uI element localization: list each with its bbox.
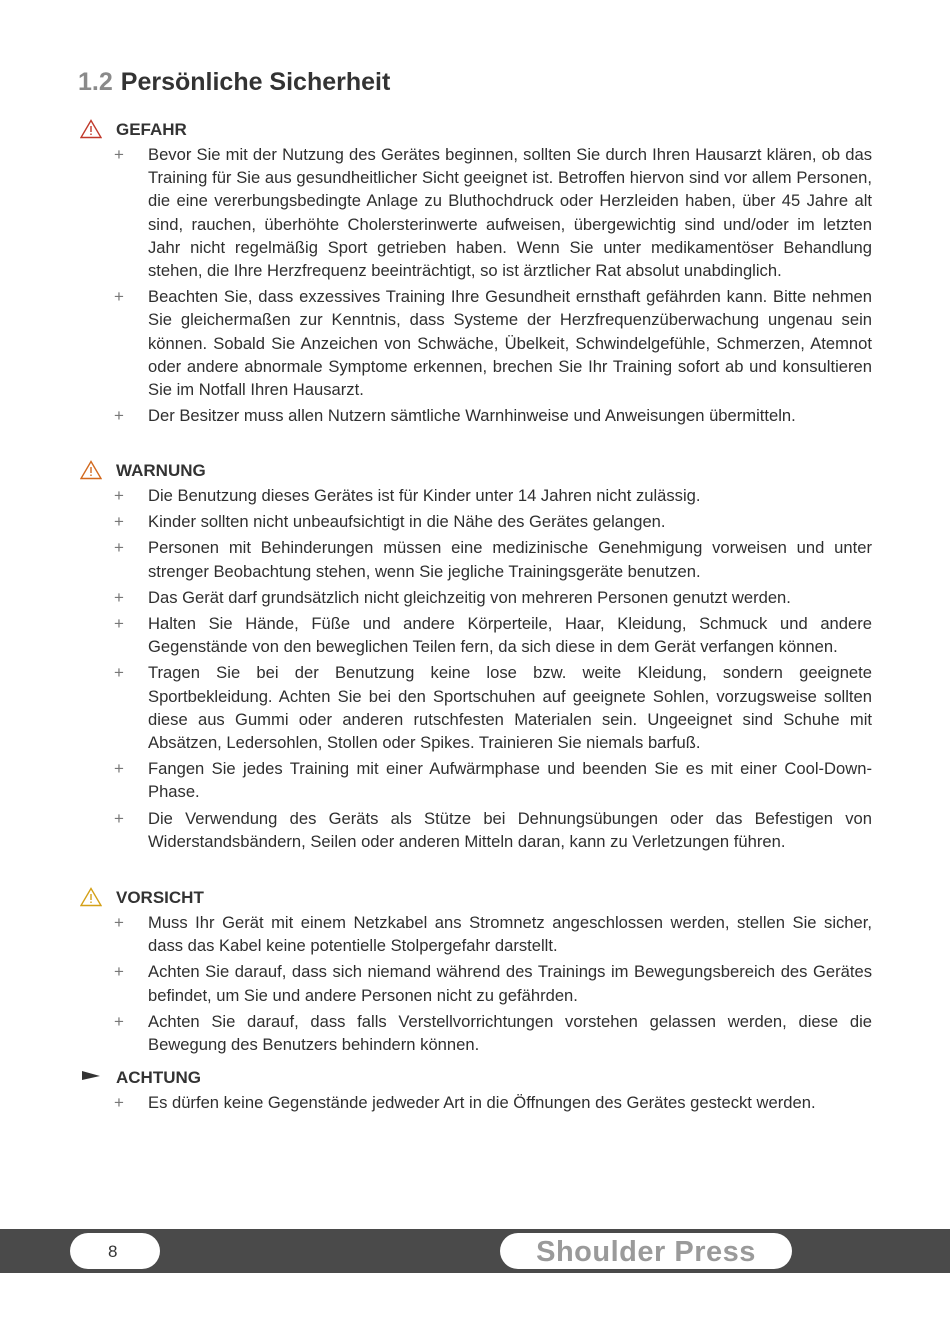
list-item: + Es dürfen keine Gegenstände jedweder Art in die Öffnungen des Gerätes gesteckt werden. — [0, 1091, 872, 1114]
list-item: + Die Verwendung des Geräts als Stütze bei Dehnungsübungen oder das Befestigen von Widerstandsbändern, Seilen oder anderen Mitteln daran, kann zu Verletzungen führen. — [114, 808, 872, 851]
list-item: + Halten Sie Hände, Füße und andere Körperteile, Haar, Kleidung, Schmuck und andere Gegenstände von den beweglichen Teilen fern, da sich diese in dem Gerät verfangen können. — [114, 614, 872, 657]
caution-triangle-icon — [80, 887, 102, 907]
bullet-plus: + — [114, 808, 124, 828]
section-achtung — [0, 1067, 950, 1117]
bullet-plus: + — [114, 962, 124, 982]
product-name: Shoulder Press — [536, 1236, 756, 1268]
page-number: 8 — [108, 1242, 118, 1261]
section-vorsicht — [0, 887, 950, 1059]
list-item: + Muss Ihr Gerät mit einem Netzkabel ans Stromnetz angeschlossen werden, stellen Sie sicher, dass das Kabel keine potentielle Stolpergefahr darstellt. — [114, 913, 872, 956]
list-item: + Bevor Sie mit der Nutzung des Gerätes beginnen, sollten Sie durch Ihren Hausarzt klären, ob das Training für Sie aus gesundheitlicher Sicht geeignet ist. Betroffen hiervon sind vor allem Personen, die eine vererbungsbedingte Anlage zu Bluthochdruck oder Herzleiden haben, über 45 Jahre alt sind, rauchen, überhöhte Cholersterinwerte aufweisen, übergewichtig sind und/oder im letzten Jahr nicht regelmäßig Sport getrieben haben. Wenn Sie unter medikamentöser Behandlung stehen, die Ihre Herzfrequenz beeinträchtigt, so ist ärztlicher Rat absolut unabdinglich. — [114, 145, 872, 281]
bullet-plus: + — [114, 759, 124, 779]
section-title: Persönliche Sicherheit — [120, 68, 391, 96]
bullet-plus: + — [114, 587, 124, 607]
bullet-plus: + — [114, 145, 124, 164]
section-label: WARNUNG — [116, 461, 206, 480]
bullet-plus: + — [114, 538, 124, 558]
section-gefahr — [0, 119, 950, 430]
bullet-plus: + — [114, 1093, 124, 1112]
bullet-plus: + — [114, 512, 124, 532]
bullet-plus: + — [114, 287, 124, 307]
section-number: 1.2 — [78, 68, 113, 96]
bullet-plus: + — [114, 614, 124, 634]
warning-triangle-icon — [80, 460, 102, 480]
list-item: + Beachten Sie, dass exzessives Training Ihre Gesundheit ernsthaft gefährden kann. Bitte nehmen Sie gleichermaßen zur Kenntnis, dass Systeme der Herzfrequenzüberwachung ungenau sein können. Sobald Sie Anzeichen von Schwäche, Übelkeit, Schwindelgefühle, Schmerzen, Atemnot oder andere abnormale Symptome erkennen, brechen Sie Ihr Training sofort ab und konsultieren Sie im Notfall Ihren Hausarzt. — [114, 287, 872, 400]
list-item: + Achten Sie darauf, dass falls Verstellvorrichtungen vorstehen gelassen werden, diese die Bewegung des Benutzers behindern können. — [114, 1011, 872, 1055]
section-warnung — [0, 460, 950, 856]
product-badge — [500, 1233, 792, 1269]
list-item: + Der Besitzer muss allen Nutzern sämtliche Warnhinweise und Anweisungen übermitteln. — [0, 404, 872, 427]
flag-arrow-icon — [80, 1067, 102, 1087]
page-title — [78, 68, 390, 97]
list-item: + Die Benutzung dieses Gerätes ist für Kinder unter 14 Jahren nicht zulässig. — [0, 484, 872, 507]
section-label: GEFAHR — [116, 120, 187, 139]
list-item: + Kinder sollten nicht unbeaufsichtigt in die Nähe des Gerätes gelangen. — [0, 510, 872, 533]
list-item: + Fangen Sie jedes Training mit einer Aufwärmphase und beenden Sie es mit einer Cool-Down-Phase. — [114, 759, 872, 802]
bullet-plus: + — [114, 486, 124, 505]
footer-bar — [0, 1229, 950, 1273]
bullet-plus: + — [114, 663, 124, 683]
bullet-plus: + — [114, 1011, 124, 1031]
section-label: ACHTUNG — [116, 1068, 201, 1087]
bullet-plus: + — [114, 913, 124, 932]
list-item: + Achten Sie darauf, dass sich niemand während des Trainings im Bewegungsbereich des Gerätes befindet, um Sie und andere Personen nicht zu gefährden. — [114, 962, 872, 1005]
list-item: + Das Gerät darf grundsätzlich nicht gleichzeitig von mehreren Personen genutzt werden. — [0, 586, 872, 609]
bullet-plus: + — [114, 406, 124, 426]
section-label: VORSICHT — [116, 888, 204, 907]
warning-triangle-icon — [80, 119, 102, 139]
page-number-badge — [70, 1233, 160, 1269]
list-item: + Tragen Sie bei der Benutzung keine lose bzw. weite Kleidung, sondern geeignete Sportbekleidung. Achten Sie bei den Sportschuhen auf geeignete Sohlen, vorzugsweise sollten diese aus Gummi oder anderen rutschfesten Materialen sein. Ungeeignet sind Schuhe mit Absätzen, Ledersohlen, Stollen oder Spikes. Trainieren Sie niemals barfuß. — [114, 663, 872, 753]
list-item: + Personen mit Behinderungen müssen eine medizinische Genehmigung vorweisen und unter strenger Beobachtung stehen, wenn Sie jegliche Trainingsgeräte benutzen. — [114, 538, 872, 581]
